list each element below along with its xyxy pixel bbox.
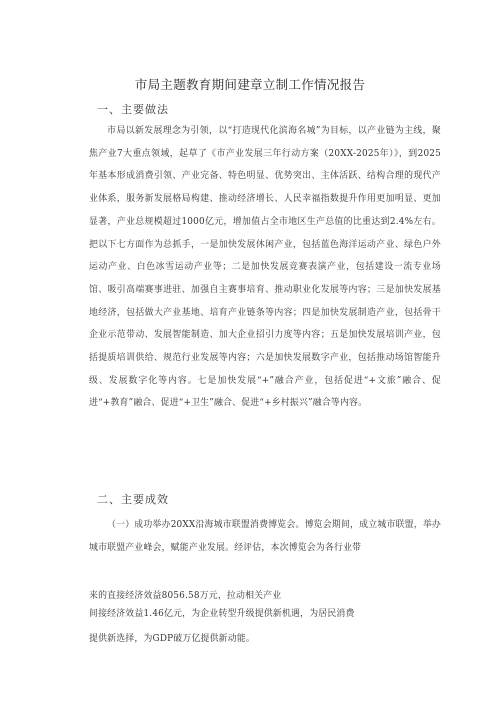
section-heading-main-results: 二、主要成效 [97,493,169,506]
document-title: 市局主题教育期间建章立制工作情况报告 [134,77,366,92]
text-line: 提供新选择，为GDP破万亿提供新动能。 [89,634,255,644]
paragraph-text: （一）成功举办20XX沿海城市联盟消费博览会。博览会期间，成立城市联盟，举办城市联盟产业峰会，赋能产业发展。经评估，本次博览会为各行业带 [89,520,441,553]
paragraph-text: 市局以新发展理念为引领，以“打造现代化滨海名城”为目标，以产业链为主线，聚焦产业7大重点领域，起草了《市产业发展三年行动方案（20XX-2025年）》，到2025年基本形成消费引领、产业完备、特色明显、优势突出、主体活跃、结构合理的现代产业体系，服务新发展格局构建、推动经济增长、人民幸福指数提升作用更加明显、更加显著，产业总规模超过1000亿元，增加值占全市地区生产总值的比重达到2.4%左右。把以下七方面作为总抓手，一是加快发展休闲产业，包括蓝色海洋运动产业、绿色户外运动产业、白色冰雪运动产业等；二是加快发展竞赛表演产业，包括建设一流专业场馆、吸引高端赛事进驻、加强自主赛事培育、推动职业化发展等内容；三是加快发展基地经济，包括做大产业基地、培育产业链条等内容；四是加快发展制造产业，包括骨干企业示范带动、发展智能制造、加大企业招引力度等内容；五是加快发展培训产业，包括提质培训供给、规范行业发展等内容；六是加快发展数字产业，包括推动场馆智能升级、发展数字化等内容。七是加快发展“+”融合产业，包括促进“+文旅”融合、促进“+教育”融合、促进“+卫生”融合、促进“+乡村振兴”融合等内容。 [89,126,441,409]
text-line: 间接经济效益1.46亿元，为企业转型升级提供新机遇，为居民消费 [89,609,355,619]
section-paragraph-main-results [89,514,441,559]
text-line: 来的直接经济效益8056.58万元，拉动相关产业 [89,591,282,601]
section-heading-main-practices: 一、主要做法 [97,103,169,116]
section-paragraph-main-practices [89,120,441,415]
